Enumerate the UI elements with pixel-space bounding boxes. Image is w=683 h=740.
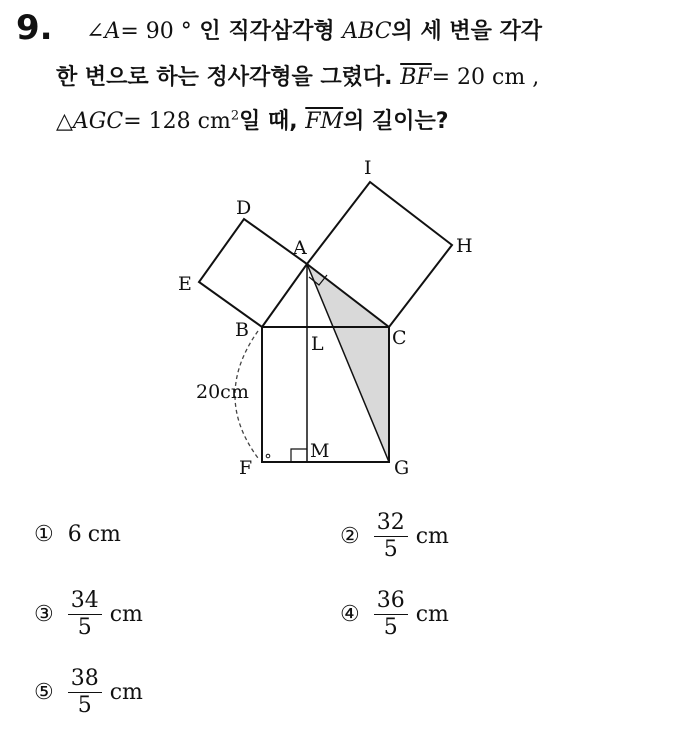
choice-1-unit: cm <box>87 522 121 547</box>
label-e: E <box>178 273 192 295</box>
segment-bf: $\overline{BF}$ <box>400 65 432 90</box>
triangle-agc: AGC <box>72 109 124 134</box>
choice-5-mark: ⑤ <box>34 680 54 705</box>
right-angle-mark-m <box>291 449 307 462</box>
choice-3[interactable] <box>34 588 143 641</box>
line3-text: 일 때, <box>239 109 306 134</box>
choice-4-fraction <box>374 588 408 641</box>
label-i: I <box>364 157 372 179</box>
choice-3-mark: ③ <box>34 602 54 627</box>
choice-3-unit: cm <box>109 602 143 627</box>
angle-vertex: A <box>104 19 121 44</box>
choice-2-numerator: 32 <box>374 510 408 537</box>
choice-4-mark: ④ <box>340 602 360 627</box>
choice-3-fraction <box>68 588 102 641</box>
angle-value: = 90 ° <box>120 19 192 44</box>
choice-3-denominator: 5 <box>77 615 92 640</box>
area-exponent: 2 <box>230 108 240 124</box>
choice-5-denominator: 5 <box>77 693 92 718</box>
choice-4-denominator: 5 <box>383 615 398 640</box>
label-a: A <box>293 237 307 259</box>
bf-value: = 20 cm , <box>431 65 540 90</box>
choice-5-fraction <box>68 666 102 719</box>
line1-text: 인 직각삼각형 <box>191 19 343 44</box>
triangle-symbol: △ <box>56 109 73 134</box>
label-c: C <box>392 327 407 349</box>
label-l: L <box>311 333 324 355</box>
choice-3-numerator: 34 <box>68 588 102 615</box>
choice-1-value: 6 <box>67 522 82 547</box>
small-mark-f <box>266 454 270 458</box>
label-h: H <box>456 235 473 257</box>
label-b: B <box>235 319 249 341</box>
choice-4-numerator: 36 <box>374 588 408 615</box>
question-number: 9. <box>16 8 53 48</box>
choice-2-fraction <box>374 510 408 563</box>
choice-2-mark: ② <box>340 524 360 549</box>
choice-1-mark: ① <box>34 522 54 547</box>
choice-2-denominator: 5 <box>383 537 398 562</box>
line1-tail: 의 세 변을 각각 <box>391 19 543 44</box>
label-f: F <box>239 457 253 479</box>
choice-4[interactable] <box>340 588 449 641</box>
segment-fm: $\overline{FM}$ <box>305 109 344 134</box>
label-g: G <box>394 457 410 479</box>
line3-tail: 의 길이는? <box>343 109 449 134</box>
choice-2[interactable] <box>340 510 449 563</box>
choice-4-unit: cm <box>415 602 449 627</box>
label-m: M <box>310 440 330 462</box>
triangle-name: ABC <box>342 19 392 44</box>
line2-text: 한 변으로 하는 정사각형을 그렸다. <box>56 65 401 90</box>
square-on-ab <box>199 219 307 327</box>
choice-2-unit: cm <box>415 524 449 549</box>
angle-symbol: ∠ <box>86 19 105 44</box>
choice-5-numerator: 38 <box>68 666 102 693</box>
choice-5[interactable] <box>34 666 143 719</box>
choice-5-unit: cm <box>109 680 143 705</box>
label-d: D <box>236 197 252 219</box>
agc-area: = 128 cm <box>123 109 231 134</box>
choice-1[interactable] <box>34 522 121 547</box>
label-length: 20cm <box>196 381 249 403</box>
